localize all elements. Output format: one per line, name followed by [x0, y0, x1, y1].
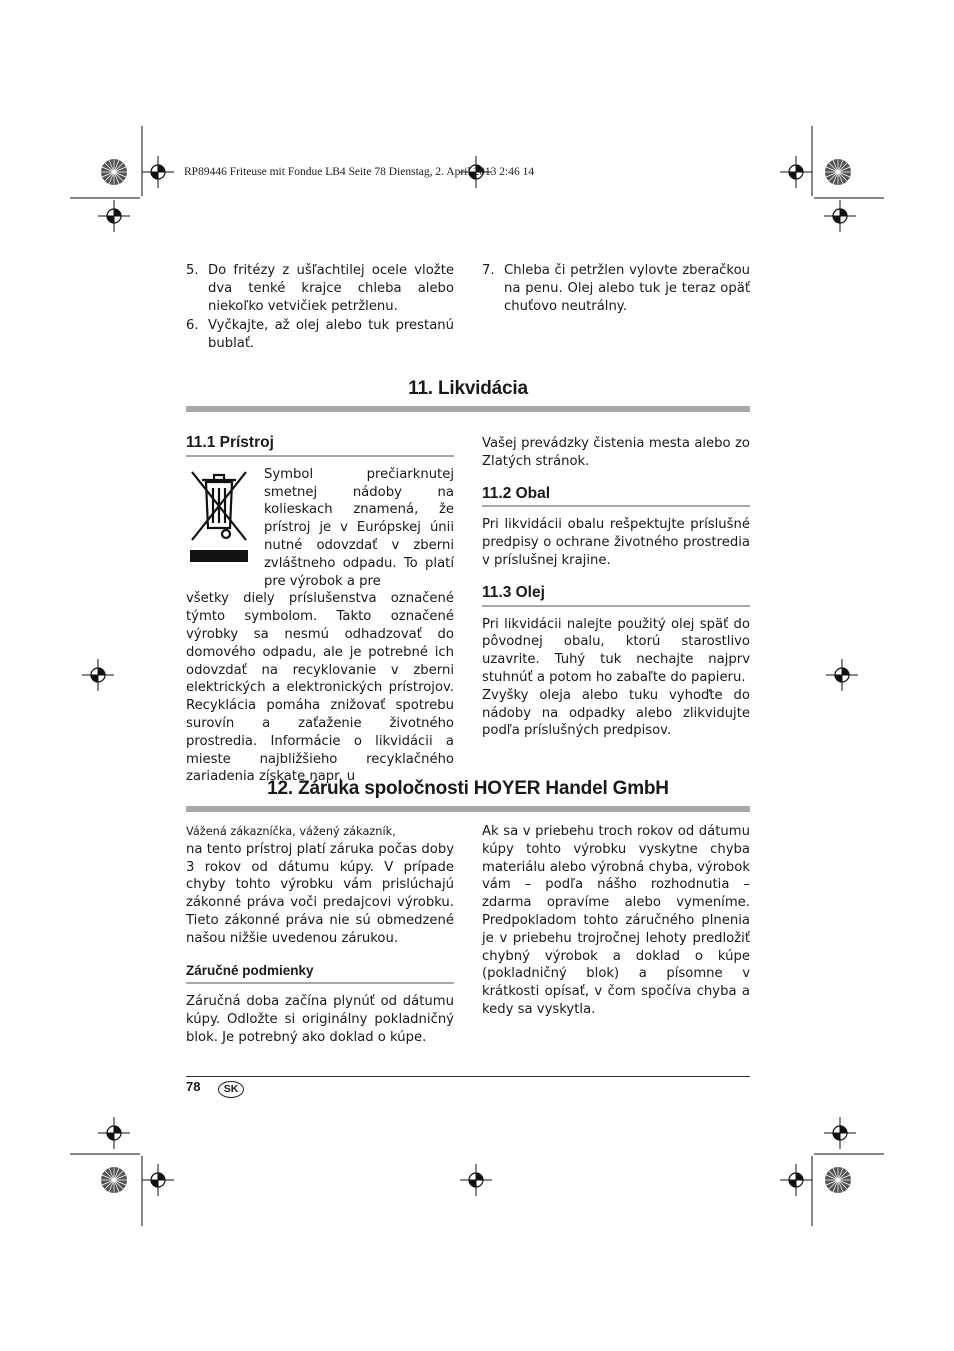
subsection-title: 11.3 Olej	[482, 583, 545, 601]
section-11-left-column	[186, 434, 454, 786]
paragraph: Pri likvidácii obalu rešpektujte príslušné predpisy o ochrane životného prostredia v príslušnej krajine.	[482, 517, 750, 568]
greeting: Vážená zákazníčka, vážený zákazník,	[186, 825, 396, 838]
conditions-title: Záručné podmienky	[186, 962, 314, 978]
section-divider	[186, 406, 750, 412]
paragraph: všetky diely príslušenstva označené týmto symbolom. Takto označené výrobky sa nesmú odhadzovať do domového odpadu, ale je potrebné ich odovzdať na recyklovanie v zberni elektrických a elektronických prístrojov. Recyklácia pomáha znižovať spotrebu surovín a zaťaženie životného prostredia. Informácie o likvidácii a mieste najbližšieho recyklačného zariadenia získate napr. u	[186, 591, 454, 785]
paragraph: Zvyšky oleja alebo tuku vyhoďte do nádoby na odpadky alebo zlikvidujte podľa príslušných predpisov.	[482, 687, 750, 739]
list-text: Do fritézy z ušľachtilej ocele vložte dva tenké krajce chleba alebo niekoľko vetvičiek petržlenu.	[208, 263, 454, 314]
language-badge: SK	[218, 1081, 244, 1098]
paragraph: Symbol prečiarknutej smetnej nádoby na kolieskach znamená, že prístroj je v Európskej únii nutné odovzdať v zberni zvláštneho odpadu. To platí pre výrobok a pre	[264, 466, 454, 589]
list-number: 6.	[186, 318, 199, 334]
subsection-rule	[186, 455, 454, 457]
list-text: Chleba či petržlen vylovte zberačkou na penu. Olej alebo tuk je teraz opäť chuťovo neutrálny.	[504, 263, 750, 314]
subsection-rule	[186, 982, 454, 984]
paragraph: Pri likvidácii nalejte použitý olej späť do pôvodnej obalu, ktorú starostlivo uzavrite. Tuhý tuk nechajte najprv stuhnúť a potom ho zabaľte do papieru.	[482, 616, 750, 685]
list-item	[482, 262, 750, 315]
list-item	[186, 317, 454, 353]
section-11-right-column	[482, 435, 750, 740]
weee-bin-icon	[186, 468, 258, 576]
list-number: 7.	[482, 263, 495, 278]
list-text: Vyčkajte, až olej alebo tuk prestanú bublať.	[208, 318, 454, 352]
paragraph: Záručná doba začína plynúť od dátumu kúpy. Odložte si originálny pokladničný blok. Je potrebný ako doklad o kúpe.	[186, 994, 454, 1045]
paragraph: Ak sa v priebehu troch rokov od dátumu kúpy tohto výrobku vyskytne chyba materiálu alebo výrobná chyba, výrobok vám – podľa nášho rozhodnutia – zdarma opravíme alebo vymeníme. Predpokladom tohto záručného plnenia je v priebehu trojročnej lehoty predložiť chybný výrobok a doklad o kúpe (pokladničný blok) a písomne v krátkosti opísať, v čom spočíva chyba a kedy sa vyskytla.	[482, 824, 750, 1017]
subsection-rule	[482, 605, 750, 607]
section-12-title: 12. Záruka spoločnosti HOYER Handel GmbH	[267, 778, 669, 799]
list-item	[186, 262, 454, 315]
section-12-right-column	[482, 823, 750, 1019]
paragraph: Vašej prevádzky čistenia mesta alebo zo Zlatých stránok.	[482, 436, 750, 469]
page-number: 78	[186, 1079, 201, 1094]
print-header: RP89446 Friteuse mit Fondue LB4 Seite 78 Dienstag, 2. April 2013 2:46 14	[184, 166, 535, 178]
paragraph: na tento prístroj platí záruka počas doby 3 rokov od dátumu kúpy. V prípade chyby tohto výrobku vám prislúchajú zákonné práva voči predajcovi výrobku. Tieto zákonné práva nie sú obmedzené našou nižšie uvedenou zárukou.	[186, 841, 454, 946]
subsection-rule	[482, 505, 750, 507]
section-divider	[186, 806, 750, 812]
top-list-right	[482, 262, 750, 317]
footer-rule	[186, 1076, 750, 1077]
subsection-title: 11.2 Obal	[482, 484, 551, 502]
list-number: 5.	[186, 263, 199, 278]
section-11-title: 11. Likvidácia	[408, 378, 528, 399]
section-12-left-column	[186, 823, 454, 1047]
subsection-title: 11.1 Prístroj	[186, 434, 274, 451]
top-list-left	[186, 262, 454, 355]
